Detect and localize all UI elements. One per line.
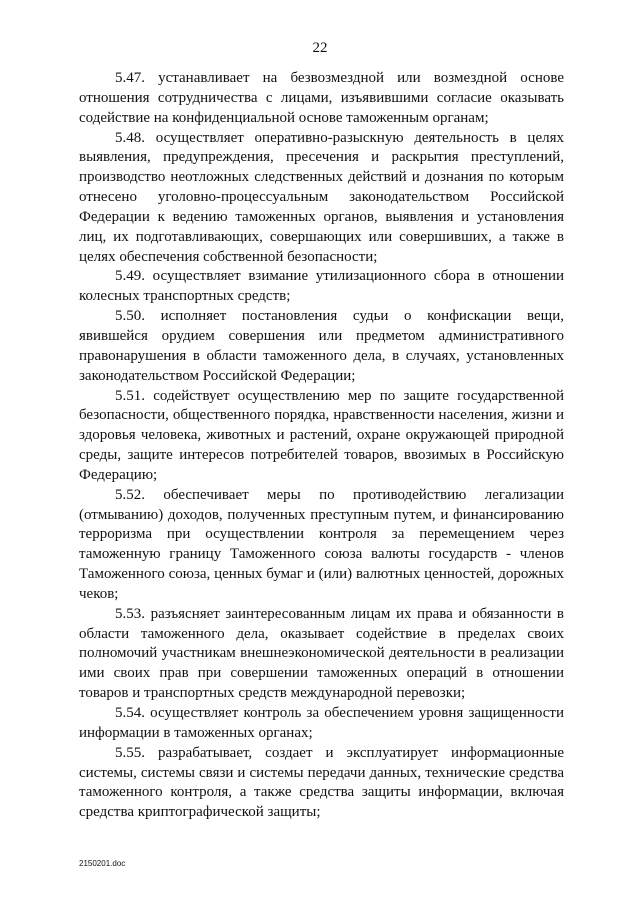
paragraph-5-51 [79, 387, 564, 486]
paragraph-text: устанавливает на безвозмездной или возмездной основе отношения сотрудничества с лицами, изъявившими согласие оказывать содействие на конфиденциальной основе таможенным органам; [79, 70, 564, 126]
paragraph-5-49 [79, 267, 564, 307]
paragraph-5-50 [79, 307, 564, 386]
paragraph-number: 5.55. [115, 744, 145, 761]
paragraph-5-52 [79, 486, 564, 605]
paragraph-text: осуществляет контроль за обеспечением уровня защищенности информации в таможенных органах; [79, 705, 564, 741]
paragraph-5-47 [79, 69, 564, 129]
paragraph-number: 5.48. [115, 129, 145, 146]
paragraph-text: содействует осуществлению мер по защите государственной безопасности, общественного порядка, нравственности населения, жизни и здоровья человека, животных и растений, охране окружающей природной среды, защите интересов потребителей товаров, ввозимых в Российскую Федерацию; [79, 387, 564, 483]
paragraph-5-54 [79, 704, 564, 744]
paragraph-number: 5.50. [115, 308, 145, 325]
paragraph-number: 5.47. [115, 70, 145, 86]
paragraph-text: разрабатывает, создает и эксплуатирует информационные системы, системы связи и системы передачи данных, технические средства таможенного контроля, а также средства защиты информации, включая средства криптографической защиты; [79, 744, 564, 821]
paragraph-text: исполняет постановления судьи о конфискации вещи, явившейся орудием совершения или предметом административного правонарушения в области таможенного дела, в случаях, установленных законодательством Российской Федерации; [79, 308, 564, 384]
paragraph-number: 5.49. [115, 268, 145, 285]
paragraph-text: разъясняет заинтересованным лицам их права и обязанности в области таможенного дела, оказывает содействие в пределах своих полномочий участникам внешнеэкономической деятельности в реализации ими своих прав при совершении таможенных операций в отношении товаров и транспортных средств международной перевозки; [79, 605, 565, 702]
paragraph-5-55 [79, 744, 564, 823]
paragraph-number: 5.54. [115, 705, 145, 721]
paragraph-text: осуществляет оперативно-разыскную деятельность в целях выявления, предупреждения, пресечения и раскрытия преступлений, производство неотложных следственных действий и дознания по которым отнесено уголовно-процессуальным законодательством Российской Федерации к ведению таможенных органов, выявления и установления лиц, их подготавливающих, совершающих или совершивших, а также в целях обеспечения собственной безопасности; [79, 129, 564, 265]
paragraph-number: 5.53. [115, 605, 145, 622]
footer-file-code: 2150201.doc [79, 859, 126, 868]
paragraph-text: обеспечивает меры по противодействию легализации (отмыванию) доходов, полученных преступным путем, и финансированию терроризма при осуществлении контроля за перемещением через таможенную границу Таможенного союза валюты государств - членов Таможенного союза, ценных бумаг и (или) валютных ценностей, дорожных чеков; [79, 486, 565, 602]
paragraph-text: осуществляет взимание утилизационного сбора в отношении колесных транспортных средств; [79, 268, 565, 305]
paragraph-number: 5.52. [115, 486, 145, 503]
page-number: 22 [312, 40, 328, 56]
paragraph-number: 5.51. [115, 387, 145, 404]
document-body [79, 69, 564, 823]
paragraph-5-48 [79, 129, 564, 268]
paragraph-5-53 [79, 605, 564, 704]
